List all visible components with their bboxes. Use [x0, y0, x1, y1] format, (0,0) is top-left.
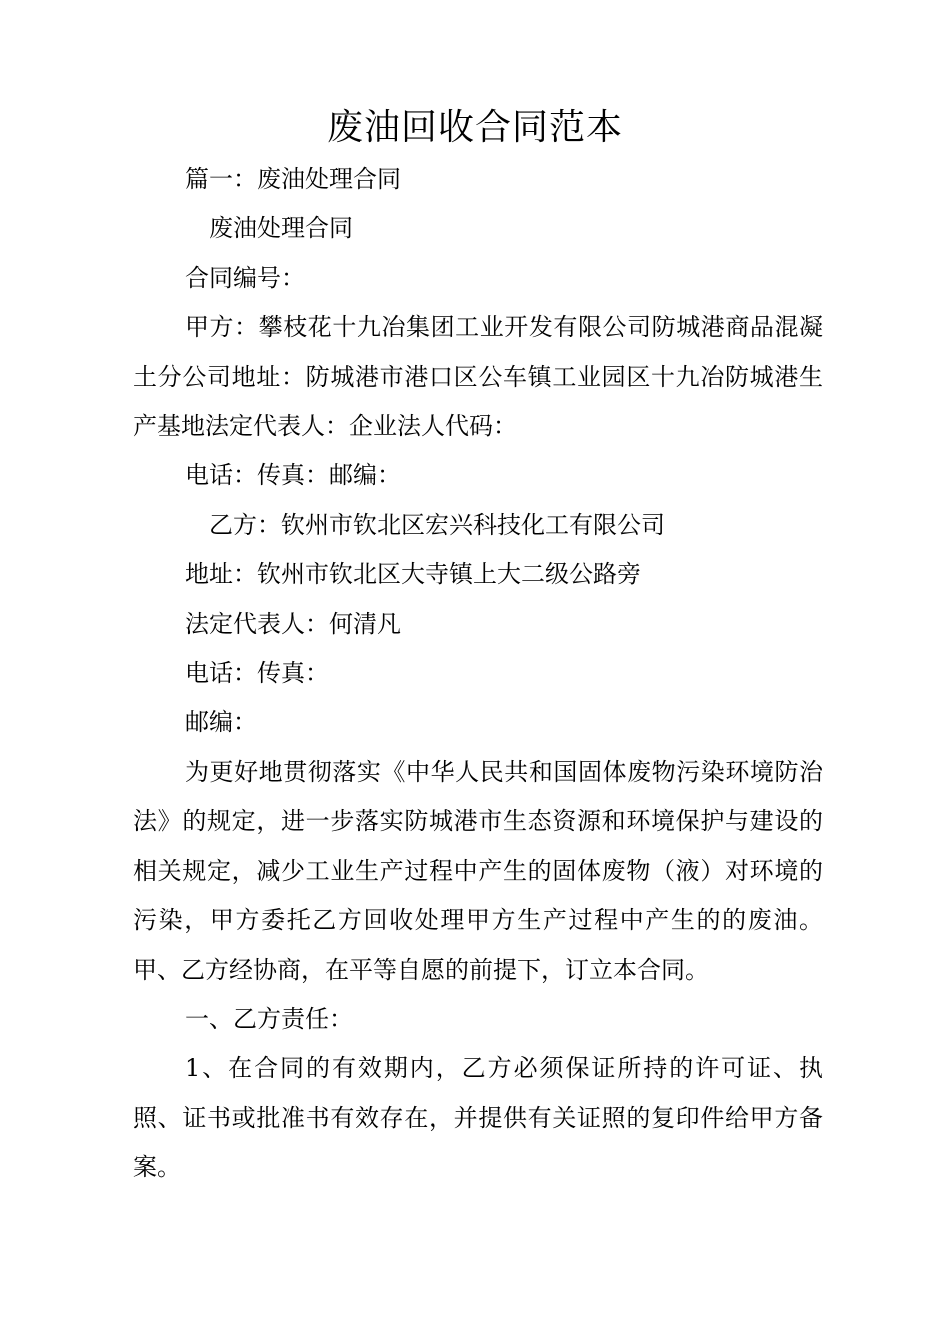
party-b-representative: 法定代表人：何清凡 — [185, 609, 401, 638]
section-heading: 篇一：废油处理合同 — [185, 165, 401, 193]
contract-number: 合同编号： — [185, 263, 305, 292]
clause-heading: 一、乙方责任： — [185, 1004, 353, 1033]
document-title: 废油回收合同范本 — [326, 107, 623, 148]
clause-item: 1、在合同的有效期内，乙方必须保证所持的许可证、执照、证书或批准书有效存在，并提供有关证照的复印件给甲方备案。 — [133, 1054, 823, 1182]
preamble-paragraph: 为更好地贯彻落实《中华人民共和国固体废物污染环境防治法》的规定，进一步落实防城港市生态资源和环境保护与建设的相关规定，减少工业生产过程中产生的固体废物（液）对环境的污染，甲方委托乙方回收处理甲方生产过程中产生的的废油。甲、乙方经协商，在平等自愿的前提下，订立本合同。 — [133, 757, 823, 984]
party-b-address: 地址：钦州市钦北区大寺镇上大二级公路旁 — [185, 560, 641, 589]
party-b-contact: 电话：传真： — [185, 659, 329, 688]
party-b-postcode: 邮编： — [185, 708, 257, 737]
document-body — [133, 155, 823, 1193]
party-b-name: 乙方：钦州市钦北区宏兴科技化工有限公司 — [209, 510, 665, 539]
party-a-contact: 电话：传真：邮编： — [185, 461, 401, 490]
party-a-info: 甲方：攀枝花十九冶集团工业开发有限公司防城港商品混凝土分公司地址：防城港市港口区公车镇工业园区十九冶防城港生产基地法定代表人：企业法人代码： — [133, 313, 823, 441]
contract-title: 废油处理合同 — [209, 214, 353, 243]
